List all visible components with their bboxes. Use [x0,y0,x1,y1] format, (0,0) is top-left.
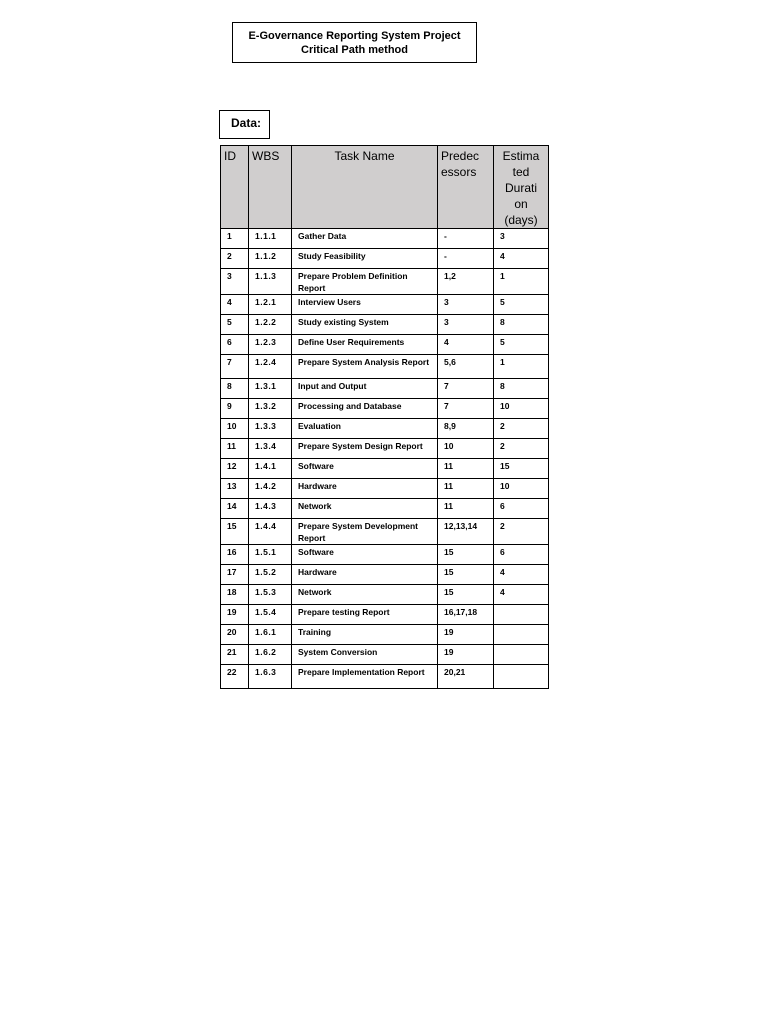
task-table-body [221,229,549,689]
table-row [221,605,549,625]
cell-wbs: 1.2.3 [249,335,292,355]
cell-task-name: Evaluation [292,419,438,439]
table-row [221,585,549,605]
cell-duration: 10 [494,399,549,419]
table-row [221,419,549,439]
cell-wbs: 1.4.4 [249,519,292,545]
cell-wbs: 1.5.3 [249,585,292,605]
cell-predecessors: - [438,249,494,269]
table-row [221,249,549,269]
cell-duration: 2 [494,439,549,459]
cell-predecessors: 15 [438,585,494,605]
header-task-name: Task Name [292,146,438,229]
cell-wbs: 1.5.1 [249,545,292,565]
cell-duration: 1 [494,355,549,379]
cell-wbs: 1.4.2 [249,479,292,499]
table-row [221,665,549,689]
cell-wbs: 1.3.4 [249,439,292,459]
cell-id: 18 [221,585,249,605]
cell-task-name: Prepare System Design Report [292,439,438,459]
cell-predecessors: 10 [438,439,494,459]
title-line-2: Critical Path method [301,44,408,56]
cell-id: 21 [221,645,249,665]
cell-id: 19 [221,605,249,625]
cell-predecessors: 19 [438,625,494,645]
cell-predecessors: 7 [438,399,494,419]
cell-duration: 15 [494,459,549,479]
cell-duration: 5 [494,295,549,315]
cell-id: 6 [221,335,249,355]
cell-wbs: 1.3.3 [249,419,292,439]
cell-id: 14 [221,499,249,519]
cell-predecessors: 12,13,14 [438,519,494,545]
table-row [221,315,549,335]
cell-predecessors: 5,6 [438,355,494,379]
cell-predecessors: 4 [438,335,494,355]
cell-duration [494,665,549,689]
cell-id: 12 [221,459,249,479]
table-row [221,519,549,545]
cell-task-name: Hardware [292,565,438,585]
table-row [221,459,549,479]
cell-wbs: 1.3.2 [249,399,292,419]
cell-duration: 8 [494,315,549,335]
cell-task-name: Processing and Database [292,399,438,419]
cell-wbs: 1.1.2 [249,249,292,269]
cell-task-name: Prepare Problem Definition Report [292,269,438,295]
cell-predecessors: 11 [438,479,494,499]
cell-task-name: Software [292,545,438,565]
cell-predecessors: 3 [438,295,494,315]
cell-wbs: 1.1.3 [249,269,292,295]
cell-duration [494,625,549,645]
cell-duration: 6 [494,499,549,519]
cell-predecessors: 15 [438,545,494,565]
cell-id: 11 [221,439,249,459]
data-label: Data: [219,110,270,139]
cell-predecessors: 8,9 [438,419,494,439]
cell-id: 17 [221,565,249,585]
cell-duration: 2 [494,519,549,545]
cell-task-name: Prepare testing Report [292,605,438,625]
cell-predecessors: - [438,229,494,249]
table-row [221,625,549,645]
cell-wbs: 1.4.3 [249,499,292,519]
cell-duration [494,645,549,665]
table-row [221,379,549,399]
cell-task-name: System Conversion [292,645,438,665]
cell-duration: 4 [494,585,549,605]
cell-id: 9 [221,399,249,419]
cell-id: 10 [221,419,249,439]
cell-id: 1 [221,229,249,249]
table-row [221,439,549,459]
table-row [221,269,549,295]
cell-wbs: 1.6.2 [249,645,292,665]
cell-wbs: 1.4.1 [249,459,292,479]
cell-duration: 4 [494,565,549,585]
cell-wbs: 1.5.2 [249,565,292,585]
cell-predecessors: 19 [438,645,494,665]
cell-wbs: 1.5.4 [249,605,292,625]
cell-id: 2 [221,249,249,269]
table-header-row [221,146,549,229]
cell-predecessors: 11 [438,499,494,519]
cell-task-name: Input and Output [292,379,438,399]
cell-task-name: Hardware [292,479,438,499]
cell-task-name: Define User Requirements [292,335,438,355]
cell-task-name: Prepare System Analysis Report [292,355,438,379]
table-row [221,229,549,249]
cell-wbs: 1.2.1 [249,295,292,315]
cell-id: 4 [221,295,249,315]
table-row [221,499,549,519]
cell-id: 5 [221,315,249,335]
cell-task-name: Interview Users [292,295,438,315]
cell-predecessors: 3 [438,315,494,335]
cell-predecessors: 16,17,18 [438,605,494,625]
cell-duration: 8 [494,379,549,399]
cell-predecessors: 7 [438,379,494,399]
cell-task-name: Study Feasibility [292,249,438,269]
table-row [221,335,549,355]
cell-duration: 4 [494,249,549,269]
cell-task-name: Prepare System Development Report [292,519,438,545]
cell-duration: 5 [494,335,549,355]
title-line-1: E-Governance Reporting System Project [248,30,461,42]
cell-predecessors: 20,21 [438,665,494,689]
table-row [221,645,549,665]
table-row [221,545,549,565]
cell-task-name: Training [292,625,438,645]
header-predecessors: Predec essors [438,146,494,229]
cell-task-name: Study existing System [292,315,438,335]
cell-task-name: Gather Data [292,229,438,249]
table-row [221,295,549,315]
header-wbs: WBS [249,146,292,229]
cell-wbs: 1.2.2 [249,315,292,335]
cell-id: 15 [221,519,249,545]
cell-task-name: Network [292,499,438,519]
cell-task-name: Software [292,459,438,479]
cell-id: 13 [221,479,249,499]
cell-wbs: 1.2.4 [249,355,292,379]
cell-id: 3 [221,269,249,295]
cell-id: 22 [221,665,249,689]
cell-id: 16 [221,545,249,565]
table-row [221,399,549,419]
header-id: ID [221,146,249,229]
cell-duration: 6 [494,545,549,565]
cell-predecessors: 15 [438,565,494,585]
cell-duration: 3 [494,229,549,249]
table-row [221,565,549,585]
cell-task-name: Prepare Implementation Report [292,665,438,689]
cell-wbs: 1.6.3 [249,665,292,689]
cell-duration: 10 [494,479,549,499]
cell-id: 20 [221,625,249,645]
cell-duration: 2 [494,419,549,439]
cell-id: 7 [221,355,249,379]
cell-predecessors: 1,2 [438,269,494,295]
cell-duration [494,605,549,625]
cell-task-name: Network [292,585,438,605]
cell-wbs: 1.3.1 [249,379,292,399]
table-row [221,479,549,499]
header-estimated-duration: Estima ted Durati on (days) [494,146,549,229]
cell-wbs: 1.6.1 [249,625,292,645]
cell-predecessors: 11 [438,459,494,479]
task-table [220,145,549,689]
document-title [232,22,477,63]
cell-wbs: 1.1.1 [249,229,292,249]
cell-duration: 1 [494,269,549,295]
cell-id: 8 [221,379,249,399]
table-row [221,355,549,379]
